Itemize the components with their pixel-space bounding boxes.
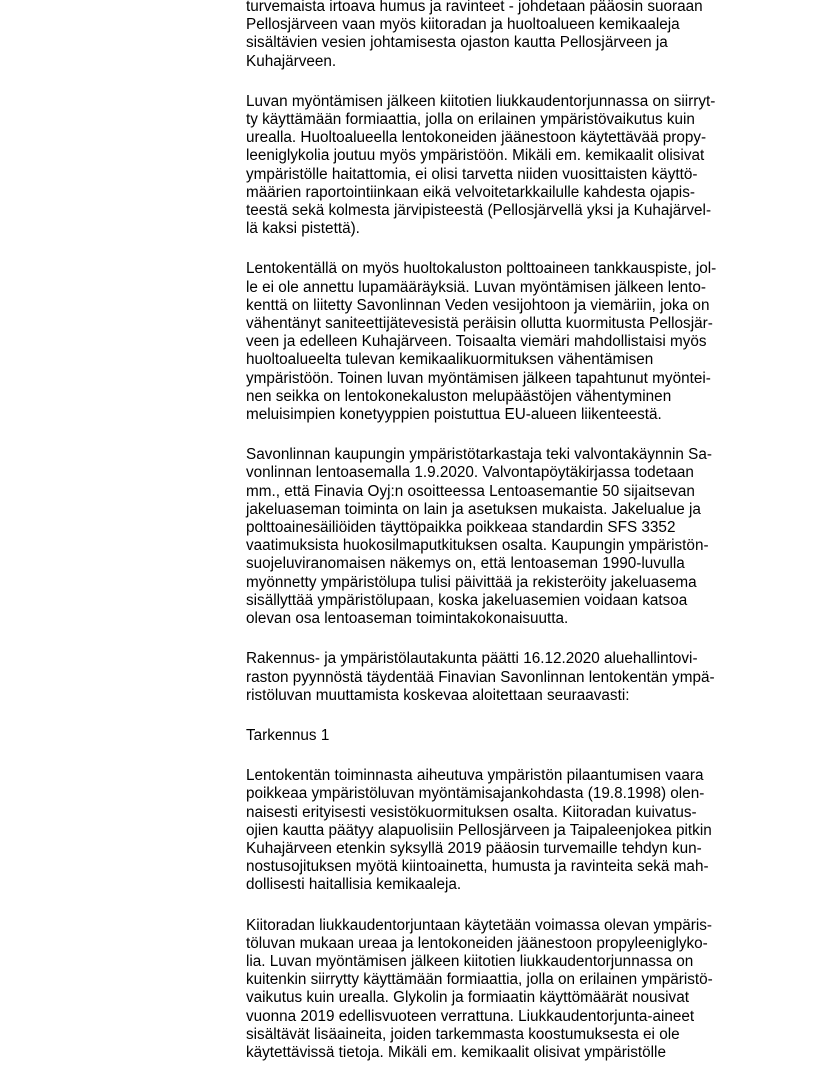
paragraph-fueling-point xyxy=(246,260,776,424)
text-line: Pellosjärveen vaan myös kiitoradan ja huoltoalueen kemikaaleja xyxy=(246,16,680,34)
text-line: veen ja edelleen Kuhajärveen. Toisaalta viemäri mahdollistaisi myös xyxy=(246,333,707,351)
text-line: ristöluvan muuttamista koskevaa aloitettaan seuraavasti: xyxy=(246,686,630,704)
text-line: vonlinnan lentoasemalla 1.9.2020. Valvontapöytäkirjassa todetaan xyxy=(246,464,694,482)
paragraph-committee-decision xyxy=(246,650,776,705)
text-line: lä kaksi pistettä). xyxy=(246,220,360,238)
text-line: nen seikka on lentokonekaluston melupäästöjen vähentyminen xyxy=(246,387,672,405)
paragraph-chemicals xyxy=(246,93,776,239)
text-line: teestä sekä kolmesta järvipisteestä (Pellosjärvellä yksi ja Kuhajärvel- xyxy=(246,202,712,220)
text-line: urealla. Huoltoalueella lentokoneiden jäänestoon käytettävää propy- xyxy=(246,129,707,147)
text-line: ty käyttämään formiaattia, jolla on erilainen ympäristövaikutus kuin xyxy=(246,111,695,129)
text-line: ojien kautta päätyy alapuolisiin Pellosjärveen ja Taipaleenjokea pitkin xyxy=(246,821,712,839)
text-line: lia. Luvan myöntämisen jälkeen kiitotien liukkaudentorjunnassa on xyxy=(246,952,694,970)
text-line: Savonlinnan kaupungin ympäristötarkastaja teki valvontakäynnin Sa- xyxy=(246,446,712,464)
text-line: jakeluaseman toiminta on lain ja asetuksen mukaista. Jakelualue ja xyxy=(246,500,701,518)
text-line: vuonna 2019 edellisvuoteen verrattuna. Liukkaudentorjunta-aineet xyxy=(246,1007,695,1025)
text-line: vaatimuksista huokosilmaputkituksen osalta. Kaupungin ympäristön- xyxy=(246,537,709,555)
text-line: ympäristöön. Toinen luvan myöntämisen jälkeen tapahtunut myöntei- xyxy=(246,369,711,387)
text-line: poikkeaa ympäristöluvan myöntämisajankohdasta (19.8.1998) olen- xyxy=(246,785,705,803)
text-line: suojeluviranomaisen näkemys on, että lentoaseman 1990-luvulla xyxy=(246,555,685,573)
paragraph-inspection xyxy=(246,446,776,628)
text-line: meluisimpien konetyyppien poistuttua EU-alueen liikenteestä. xyxy=(246,406,662,424)
text-line: leeniglykolia joutuu myös ympäristöön. Mikäli em. kemikaalit olisivat xyxy=(246,147,705,165)
text-line: ympäristölle haitattomia, ei olisi tarvetta niiden vuosittaisten käyttö- xyxy=(246,165,698,183)
text-line: Rakennus- ja ympäristölautakunta päätti 16.12.2020 aluehallintovi- xyxy=(246,650,698,668)
text-line: myönnetty ympäristölupa tulisi päivittää ja rekisteröity jakeluasema xyxy=(246,573,697,591)
text-line: sisältävien vesien johtamisesta ojaston kautta Pellosjärveen ja xyxy=(246,34,668,52)
text-line: mm., että Finavia Oyj:n osoitteessa Lentoasemantie 50 sijaitsevan xyxy=(246,482,695,500)
text-line: Kuhajärveen. xyxy=(246,52,337,70)
text-line: turvemaista irtoava humus ja ravinteet - johdetaan pääosin suoraan xyxy=(246,0,703,15)
text-line: sisältävät lisäaineita, joiden tarkemmasta koostumuksesta ei ole xyxy=(246,1025,680,1043)
text-line: kenttä on liitetty Savonlinnan Veden vesijohtoon ja viemäriin, joka on xyxy=(246,296,710,314)
text-line: vähentänyt saniteettijätevesistä peräisin ollutta kuormitusta Pellosjär- xyxy=(246,315,713,333)
text-line: le ei ole annettu lupamääräyksiä. Luvan myöntämisen jälkeen lento- xyxy=(246,278,707,296)
text-line: Luvan myöntämisen jälkeen kiitotien liukkaudentorjunnassa on siirryt- xyxy=(246,92,716,110)
text-line: sisällyttää ympäristölupaan, koska jakeluasemien voidaan katsoa xyxy=(246,591,688,609)
text-line: töluvan mukaan ureaa ja lentokoneiden jäänestoon propyleeniglyko- xyxy=(246,934,708,952)
paragraph-intro-continuation xyxy=(246,0,776,71)
text-line: Lentokentällä on myös huoltokaluston polttoaineen tankkauspiste, jol- xyxy=(246,260,717,278)
section-heading: Tarkennus 1 xyxy=(246,726,330,744)
text-line: naisesti erityisesti vesistökuormituksen osalta. Kiitoradan kuivatus- xyxy=(246,803,697,821)
text-line: Lentokentän toiminnasta aiheutuva ympäristön pilaantumisen vaara xyxy=(246,767,704,785)
text-line: olevan osa lentoaseman toimintakokonaisuutta. xyxy=(246,610,569,628)
text-line: määrien raportointiinkaan eikä velvoitetarkkailulle kahdesta ojapis- xyxy=(246,183,695,201)
text-line: dollisesti haitallisia kemikaaleja. xyxy=(246,876,462,894)
text-line: käytettävissä tietoja. Mikäli em. kemikaalit olisivat ympäristölle xyxy=(246,1043,666,1061)
text-line: raston pyynnöstä täydentää Finavian Savonlinnan lentokentän ympä- xyxy=(246,668,715,686)
text-line: vaikutus kuin urealla. Glykolin ja formiaatin käyttömäärät nousivat xyxy=(246,989,689,1007)
text-line: Kiitoradan liukkaudentorjuntaan käytetään voimassa olevan ympäris- xyxy=(246,916,712,934)
text-line: nostusojituksen myötä kiintoainetta, humusta ja ravinteita sekä mah- xyxy=(246,858,709,876)
text-line: huoltoalueelta tulevan kemikaalikuormituksen vähentämisen xyxy=(246,351,654,369)
paragraph-deicing xyxy=(246,917,776,1063)
paragraph-pollution-risk xyxy=(246,767,776,894)
text-line: Kuhajärveen etenkin syksyllä 2019 pääosin turvemaille tehdyn kun- xyxy=(246,839,702,857)
section-heading-tarkennus xyxy=(246,727,776,745)
text-line: polttoainesäiliöiden täyttöpaikka poikkeaa standardin SFS 3352 xyxy=(246,519,676,537)
document-body xyxy=(246,0,776,1084)
text-line: kuitenkin siirrytty käyttämään formiaattia, jolla on erilainen ympäristö- xyxy=(246,971,713,989)
